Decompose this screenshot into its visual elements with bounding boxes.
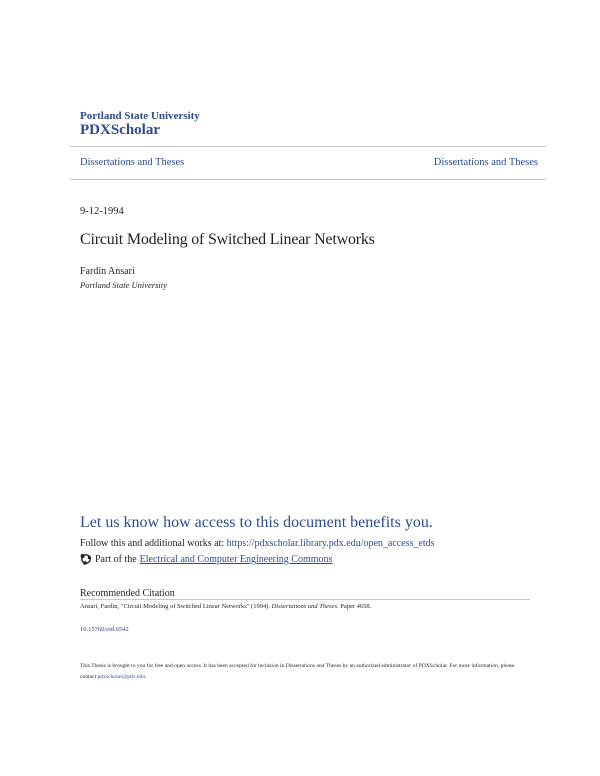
- access-feedback-link[interactable]: Let us know how access to this document benefits you.: [80, 514, 433, 531]
- commons-network-icon: [80, 553, 92, 565]
- nav-link-dissertations-left[interactable]: Dissertations and Theses: [80, 157, 185, 168]
- author-affiliation: Portland State University: [80, 280, 167, 290]
- document-title: Circuit Modeling of Switched Linear Networks: [80, 231, 375, 248]
- doi-link[interactable]: 10.15760/etd.6542: [80, 626, 129, 633]
- recommended-citation-heading: Recommended Citation: [80, 588, 175, 599]
- author-name: Fardin Ansari: [80, 266, 135, 277]
- pdxscholar-brand[interactable]: PDXScholar: [80, 122, 160, 138]
- ece-commons-link[interactable]: Electrical and Computer Engineering Commons: [139, 553, 333, 565]
- header-divider-top: [70, 146, 546, 147]
- publication-date: 9-12-1994: [80, 206, 124, 217]
- citation-text: [80, 603, 371, 610]
- part-of-line: [80, 553, 332, 565]
- citation-suffix: Paper 4658.: [340, 603, 372, 610]
- part-of-prefix: Part of the: [95, 553, 137, 565]
- follow-prefix: Follow this and additional works at:: [80, 538, 225, 549]
- access-notice: [80, 661, 525, 682]
- contact-email-link[interactable]: pdxscholar@pdx.edu: [97, 673, 146, 680]
- notice-end: .: [145, 673, 147, 680]
- university-name[interactable]: Portland State University: [80, 110, 200, 122]
- citation-divider: [80, 599, 530, 600]
- citation-journal: Dissertations and Theses.: [271, 603, 339, 610]
- nav-link-dissertations-right[interactable]: Dissertations and Theses: [433, 157, 538, 168]
- notice-text: This Thesis is brought to you for free and open access. It has been accepted for inclusion in Dissertations and Theses by an authorized administrator of PDXScholar. For more information, please contact: [80, 663, 515, 680]
- citation-prefix: Ansari, Fardin, "Circuit Modeling of Switched Linear Networks" (1994).: [80, 603, 270, 610]
- follow-url-link[interactable]: https://pdxscholar.library.pdx.edu/open_access_etds: [226, 538, 435, 549]
- follow-line: [80, 538, 435, 549]
- header-divider-bottom: [70, 179, 546, 180]
